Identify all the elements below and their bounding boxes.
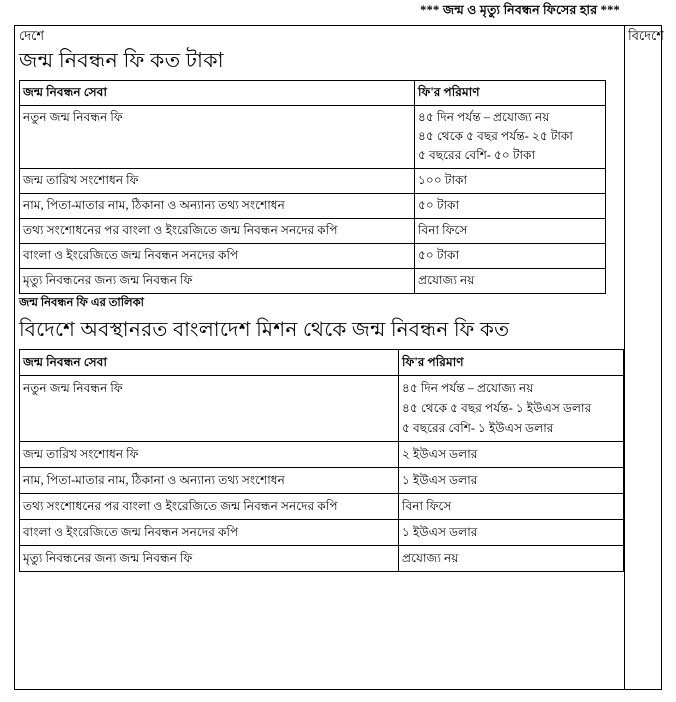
cell-amount: বিনা ফিসে [415,219,606,244]
cell-amount [399,376,624,442]
cell-amount: ১০০ টাকা [415,169,606,194]
cell-amount: প্রযোজ্য নয় [415,269,606,294]
cell-service: মৃত্যু নিবন্ধনের জন্য জন্ম নিবন্ধন ফি [20,546,399,572]
column-header-amount: ফি'র পরিমাণ [399,350,624,376]
bottom-empty-row [15,572,624,580]
table-row [20,106,606,169]
column-header-service: জন্ম নিবন্ধন সেবা [20,350,399,376]
outer-column-domestic-label: দেশে [19,28,45,43]
cell-service: তথ্য সংশোধনের পর বাংলা ও ইংরেজিতে জন্ম নিবন্ধন সনদের কপি [20,494,399,520]
amount-line: ৪৫ দিন পর্যন্ত – প্রযোজ্য নয় [402,381,534,395]
table-foreign-fees [19,349,624,572]
page-outer-frame [14,25,662,690]
table-header-row [20,350,624,376]
heading-foreign-mission-fee: বিদেশে অবস্থানরত বাংলাদেশ মিশন থেকে জন্ম নিবন্ধন ফি কত [19,319,510,341]
column-header-amount: ফি'র পরিমাণ [415,81,606,106]
cell-amount: প্রযোজ্য নয় [399,546,624,572]
cell-service: জন্ম তারিখ সংশোধন ফি [20,442,399,468]
amount-line: ৪৫ থেকে ৫ বছর পর্যন্ত- ২৫ টাকা [418,129,573,143]
amount-line: ৪৫ দিন পর্যন্ত – প্রযোজ্য নয় [418,110,550,124]
cell-amount: ২ ইউএস ডলার [399,442,624,468]
amount-line: ৪৫ থেকে ৫ বছর পর্যন্ত- ১ ইউএস ডলার [402,401,592,415]
cell-service: নতুন জন্ম নিবন্ধন ফি [20,106,415,169]
page-title: *** জন্ম ও মৃত্যু নিবন্ধন ফিসের হার *** [420,3,620,17]
table-row [20,269,606,294]
table-foreign-body [20,350,624,572]
table-row [20,468,624,494]
table-row [20,244,606,269]
table-row [20,494,624,520]
cell-service: জন্ম তারিখ সংশোধন ফি [20,169,415,194]
outer-column-domestic [15,26,625,689]
amount-line: ৫ বছরের বেশি- ৫০ টাকা [418,148,536,162]
table-header-row [20,81,606,106]
table-row [20,219,606,244]
amount-line: ৫ বছরের বেশি- ১ ইউএস ডলার [402,421,554,435]
cell-amount: ৫০ টাকা [415,194,606,219]
outer-column-foreign [625,26,676,689]
table-row [20,194,606,219]
table-domestic-body [20,81,606,294]
heading-domestic-fee: জন্ম নিবন্ধন ফি কত টাকা [19,50,224,72]
cell-amount [415,106,606,169]
cell-service [20,219,415,244]
table-row [20,520,624,546]
cell-service: বাংলা ও ইংরেজিতে জন্ম নিবন্ধন সনদের কপি [20,244,415,269]
caption-fee-list: জন্ম নিবন্ধন ফি এর তালিকা [19,297,144,309]
outer-column-foreign-label: বিদেশে [628,28,664,43]
cell-service: মৃত্যু নিবন্ধনের জন্য জন্ম নিবন্ধন ফি [20,269,415,294]
cell-service-text: তথ্য সংশোধনের পর বাংলা ও ইংরেজিতে জন্ম নিবন্ধন সনদের কপি [23,223,338,237]
table-row [20,169,606,194]
table-row [20,442,624,468]
cell-amount: বিনা ফিসে [399,494,624,520]
cell-service: নতুন জন্ম নিবন্ধন ফি [20,376,399,442]
cell-amount: ১ ইউএস ডলার [399,468,624,494]
cell-amount: ৫০ টাকা [415,244,606,269]
cell-amount: ১ ইউএস ডলার [399,520,624,546]
table-row [20,546,624,572]
table-row [20,376,624,442]
table-domestic-fees [19,80,606,294]
cell-service: নাম, পিতা-মাতার নাম, ঠিকানা ও অন্যান্য তথ্য সংশোধন [20,468,399,494]
cell-service: বাংলা ও ইংরেজিতে জন্ম নিবন্ধন সনদের কপি [20,520,399,546]
column-header-service: জন্ম নিবন্ধন সেবা [20,81,415,106]
cell-service: নাম, পিতা-মাতার নাম, ঠিকানা ও অন্যান্য তথ্য সংশোধন [20,194,415,219]
